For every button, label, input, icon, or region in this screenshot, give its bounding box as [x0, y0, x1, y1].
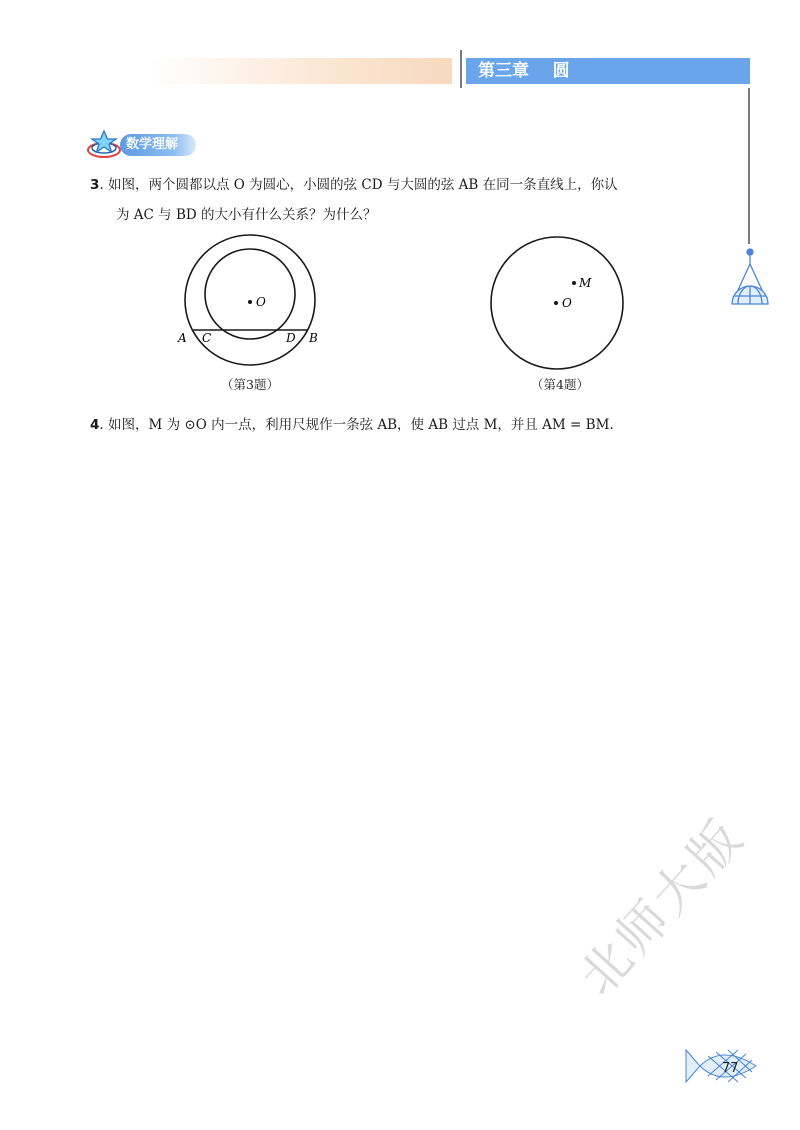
header-decoration-bar [150, 58, 452, 84]
center-point [248, 300, 252, 304]
fish-icon [682, 1042, 760, 1090]
label-b: B [309, 331, 318, 345]
question-4 [90, 410, 730, 440]
label-o: O [256, 295, 266, 309]
compass-icon [728, 244, 772, 308]
label-a: A [178, 331, 187, 345]
point-m [572, 281, 576, 285]
figure-4-diagram [486, 232, 636, 372]
question-text-line: . 如图，两个圆都以点 O 为圆心，小圆的弦 CD 与大圆的弦 AB 在同一条直线上，你认 [99, 177, 618, 193]
publisher-watermark: 北师大版 [568, 806, 756, 1007]
figure-3-diagram [170, 232, 330, 372]
question-number: 3 [90, 177, 100, 193]
figure-4-caption: （第4题） [531, 377, 589, 392]
section-label: 数学理解 [120, 134, 196, 156]
header-divider [460, 50, 462, 88]
question-text-line: 为 AC 与 BD 的大小有什么关系？为什么？ [116, 207, 377, 223]
question-3 [90, 170, 730, 230]
label-o: O [562, 296, 572, 310]
figure-3-caption: （第3题） [221, 377, 279, 392]
label-c: C [202, 331, 212, 345]
center-point [554, 301, 558, 305]
inner-circle [205, 249, 295, 339]
chapter-title: 第三章 圆 [466, 58, 750, 84]
question-text-line: . 如图，M 为 ⊙O 内一点，利用尺规作一条弦 AB，使 AB 过点 M，并且 AM = BM. [99, 417, 614, 433]
margin-rule [748, 88, 750, 244]
question-number: 4 [90, 417, 100, 433]
label-d: D [286, 331, 296, 345]
label-m: M [579, 276, 592, 290]
page-number: 77 [722, 1061, 739, 1076]
